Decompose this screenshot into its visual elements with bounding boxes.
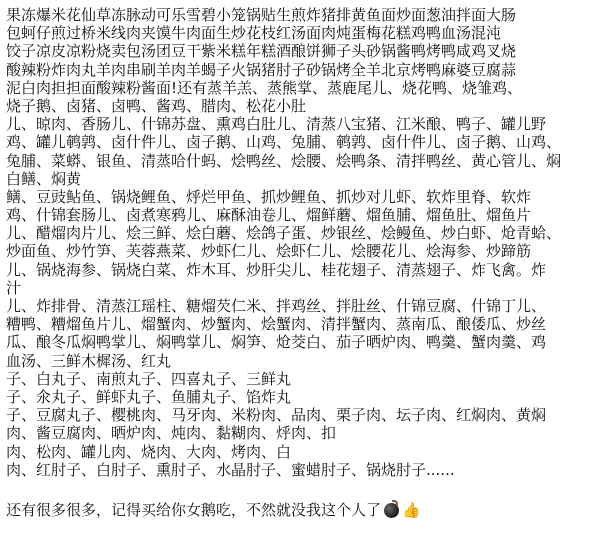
post-line: 鸡、罐儿鹌鹑、卤什件儿、卤子鹅、山鸡、兔脯、鹌鹑、卤什件儿、卤子鹅、山鸡、 (6, 133, 562, 152)
post-line: 肉、松肉、罐儿肉、烧肉、大肉、烤肉、白 (6, 442, 292, 461)
post-line: 鸡、什锦套肠儿、卤煮寒鸦儿、麻酥油卷儿、熘鲜蘑、熘鱼脯、熘鱼肚、熘鱼片 (6, 206, 532, 225)
post-line: 酸辣粉炸肉丸羊肉串刷羊肉羊蝎子火锅猪肘子砂锅烤全羊北京烤鸭麻婆豆腐蒜 (6, 60, 517, 79)
thumbs-up-icon: 👍 (402, 500, 421, 519)
post-body (6, 6, 594, 521)
post-line: 瓜、酿冬瓜焖鸭掌儿、焖鸭掌儿、焖笋、炝茭白、茄子晒炉肉、鸭羹、蟹肉羹、鸡 (6, 333, 547, 352)
post-line: 果冻爆米花仙草冻脉动可乐雪碧小笼锅贴生煎炸猪排黄鱼面炒面葱油拌面大肠 (6, 6, 517, 24)
post-line: 儿、锅烧海参、锅烧白菜、炸木耳、炒肝尖儿、桂花翅子、清蒸翅子、炸飞禽。炸 (6, 260, 547, 279)
post-line: 子、豆腐丸子、樱桃肉、马牙肉、米粉肉、品肉、栗子肉、坛子肉、红焖肉、黄焖 (6, 406, 547, 425)
post-line: 炒面鱼、炒竹笋、芙蓉燕菜、炒虾仁儿、烩虾仁儿、烩腰花儿、烩海参、炒蹄筋 (6, 242, 532, 261)
post-line: 饺子凉皮凉粉烧卖包汤团豆干紫米糕年糕酒酿饼狮子头砂锅酱鸭烤鸭咸鸡叉烧 (6, 42, 517, 61)
post-line: 烧子鹅、卤猪、卤鸭、酱鸡、腊肉、松花小肚 (6, 96, 307, 115)
post-line: 儿、晾肉、香肠儿、什锦苏盘、熏鸡白肚儿、清蒸八宝猪、江米酿、鸭子、罐儿野 (6, 115, 547, 134)
post-line: 汁 (6, 278, 22, 297)
post-line: 儿、炸排骨、清蒸江瑶柱、糖熘芡仁米、拌鸡丝、拌肚丝、什锦豆腐、什锦丁儿、 (6, 297, 547, 315)
post-line: 子、白丸子、南煎丸子、四喜丸子、三鲜丸 (6, 369, 292, 388)
post-line: 肉、酱豆腐肉、晒炉肉、炖肉、黏糊肉、烀肉、扣 (6, 424, 337, 443)
post-line: 肉、红肘子、白肘子、熏肘子、水晶肘子、蜜蜡肘子、锅烧肘子...... (6, 460, 455, 479)
post-line: 鳝、豆豉鲇鱼、锅烧鲤鱼、烀烂甲鱼、抓炒鲤鱼、抓炒对儿虾、软炸里脊、软炸 (6, 187, 532, 206)
post-line: 泥白肉担担面酸辣粉酱面!还有蒸羊羔、蒸熊掌、蒸鹿尾儿、烧花鸭、烧雏鸡、 (6, 78, 523, 97)
paragraph-gap (6, 479, 594, 499)
post-line: 儿、醋熘肉片儿、烩三鲜、烩白蘑、烩鸽子蛋、炒银丝、烩鳗鱼、炒白虾、炝青蛤、 (6, 224, 562, 243)
closing-text: 还有很多很多，记得买给你女鹅吃，不然就没我这个人了 (6, 500, 382, 519)
post-line: 血汤、三鲜木樨汤、红丸 (6, 351, 172, 370)
bomb-icon (384, 503, 399, 518)
post-line: 子、氽丸子、鲜虾丸子、鱼脯丸子、馅炸丸 (6, 387, 292, 406)
post-line: 糟鸭、糟熘鱼片儿、熘蟹肉、炒蟹肉、烩蟹肉、清拌蟹肉、蒸南瓜、酿倭瓜、炒丝 (6, 315, 547, 334)
post-line: 白鳝、焖黄 (6, 169, 82, 188)
post-line: 包蚵仔煎过桥米线肉夹馍牛肉面生炒花枝红汤面肉炖蛋梅花糕鸡鸭血汤混沌 (6, 24, 502, 43)
closing-line (6, 499, 594, 521)
post-line: 兔脯、菜蟒、银鱼、清蒸哈什蚂、烩鸭丝、烩腰、烩鸭条、清拌鸭丝、黄心管儿、焖 (6, 151, 562, 170)
